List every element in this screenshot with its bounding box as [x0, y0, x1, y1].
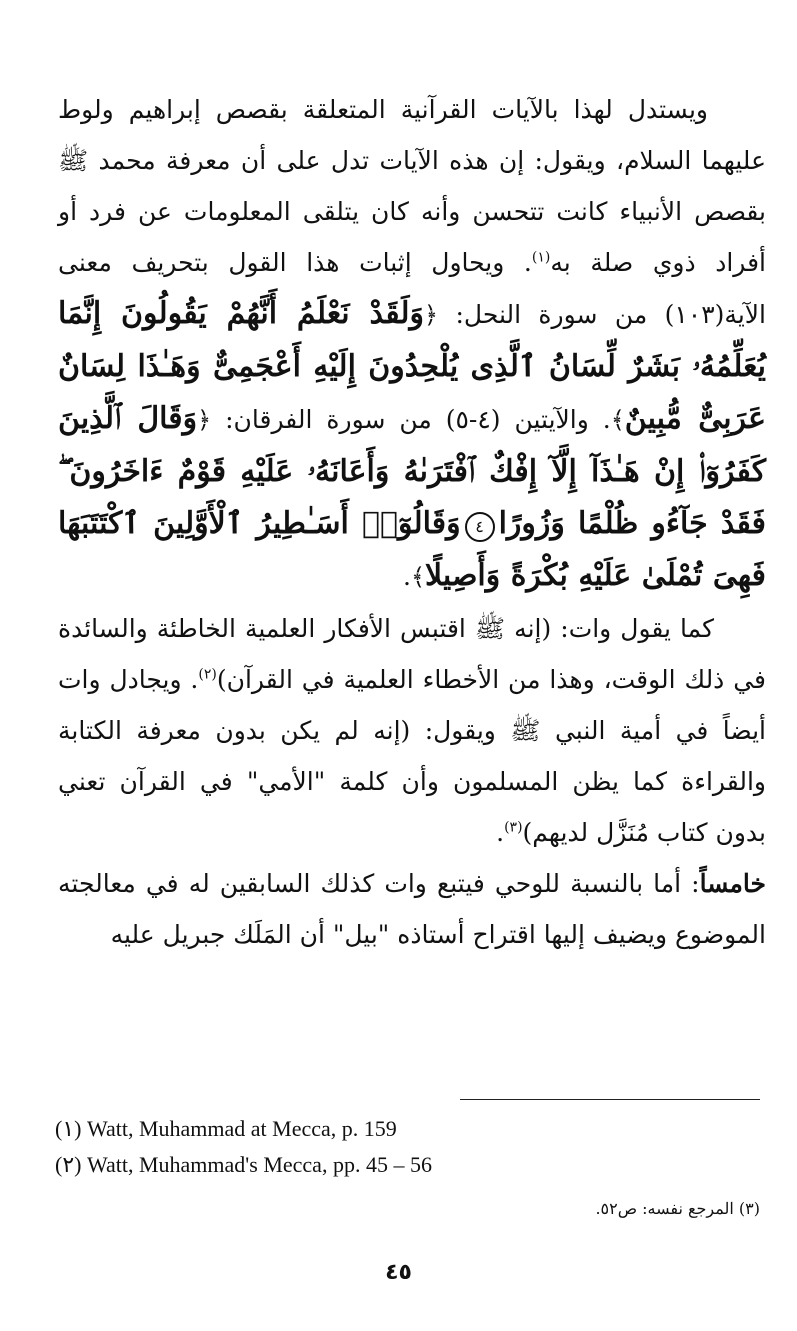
- footnote-1: [55, 1116, 397, 1142]
- verse-number-marker: ٤: [465, 512, 495, 542]
- paragraph-1: [58, 84, 766, 603]
- quran-close-bracket: ﴾: [610, 406, 625, 434]
- paragraph-1-end: .: [402, 562, 411, 591]
- main-text: [58, 84, 766, 960]
- paragraph-2-end: .: [496, 818, 505, 847]
- quran-verse-al-furqan-5: وَقَالُوٓا۟ أَسَـٰطِيرُ ٱلْأَوَّلِينَ ٱكْتَتَبَهَا فَهِىَ تُمْلَىٰ عَلَيْهِ بُكْرَةً وَأَصِيلًا: [58, 506, 766, 593]
- paragraph-1-text-furqan: . والآيتين (٤-٥) من سورة الفرقان:: [211, 405, 611, 434]
- quran-verse-al-furqan-4: وَقَالَ ٱلَّذِينَ كَفَرُوٓا۟ إِنْ هَـٰذَآ إِلَّآ إِفْكٌ ٱفْتَرَىٰهُ وَأَعَانَهُۥ عَلَيْهِ قَوْمٌ ءَاخَرُونَ ۖ فَقَدْ جَآءُو ظُلْمًا وَزُورًا: [58, 401, 766, 541]
- quran-open-bracket: ﴿: [424, 301, 439, 329]
- footnote-2-number: (٢): [55, 1152, 82, 1177]
- paragraph-1-text-cont: . ويحاول إثبات هذا القول بتحريف معنى الآية(١٠٣) من سورة النحل:: [58, 248, 766, 329]
- quran-open-bracket-2: ﴿: [197, 406, 212, 434]
- paragraph-3: [58, 858, 766, 960]
- footnote-2: [55, 1152, 432, 1178]
- footnote-ref-3: (٣): [504, 819, 523, 836]
- paragraph-2: [58, 603, 766, 858]
- section-label-fifth: خامساً: [699, 869, 766, 898]
- footnote-3: (٣) المرجع نفسه: ص٥٢.: [595, 1199, 760, 1218]
- footnote-2-text: Watt, Muhammad's Mecca, pp. 45 – 56: [86, 1152, 432, 1177]
- paragraph-2-text-cont: . ويجادل وات أيضاً في أمية النبي ﷺ ويقول: (إنه لم يكن بدون معرفة الكتابة والقراءة كما يظن المسلمون وأن كلمة "الأمي" في القرآن تعني بدون كتاب مُنَزَّل لديهم): [58, 665, 766, 847]
- footnote-1-number: (١): [55, 1116, 82, 1141]
- footnote-1-text: Watt, Muhammad at Mecca, p. 159: [86, 1116, 397, 1141]
- page-number: ٤٥: [385, 1260, 412, 1285]
- paragraph-2-text: كما يقول وات: (إنه ﷺ اقتبس الأفكار العلمية الخاطئة والسائدة في ذلك الوقت، وهذا من الأخطاء العلمية في القرآن): [58, 614, 766, 694]
- footnote-ref-1: (١): [531, 249, 551, 266]
- footnote-divider: [460, 1099, 760, 1100]
- paragraph-1-text: ويستدل لهذا بالآيات القرآنية المتعلقة بقصص إبراهيم ولوط عليهما السلام، ويقول: إن هذه الآيات تدل على أن معرفة محمد ﷺ بقصص الأنبياء كانت تتحسن وأنه كان يتلقى المعلومات عن فرد أو أفراد ذوي صلة به: [58, 95, 766, 277]
- paragraph-3-text: : أما بالنسبة للوحي فيتبع وات كذلك السابقين له في معالجته الموضوع ويضيف إليها اقتراح أستاذه "بيل" أن المَلَك جبريل عليه: [58, 869, 766, 949]
- footnote-ref-2: (٢): [198, 666, 217, 683]
- quran-close-bracket-2: ﴾: [410, 563, 425, 591]
- quran-verse-an-nahl: وَلَقَدْ نَعْلَمُ أَنَّهُمْ يَقُولُونَ إِنَّمَا يُعَلِّمُهُۥ بَشَرٌ لِّسَانُ ٱلَّذِى يُلْحِدُونَ إِلَيْهِ أَعْجَمِىٌّ وَهَـٰذَا لِسَانٌ عَرَبِىٌّ مُّبِينٌ: [58, 296, 767, 436]
